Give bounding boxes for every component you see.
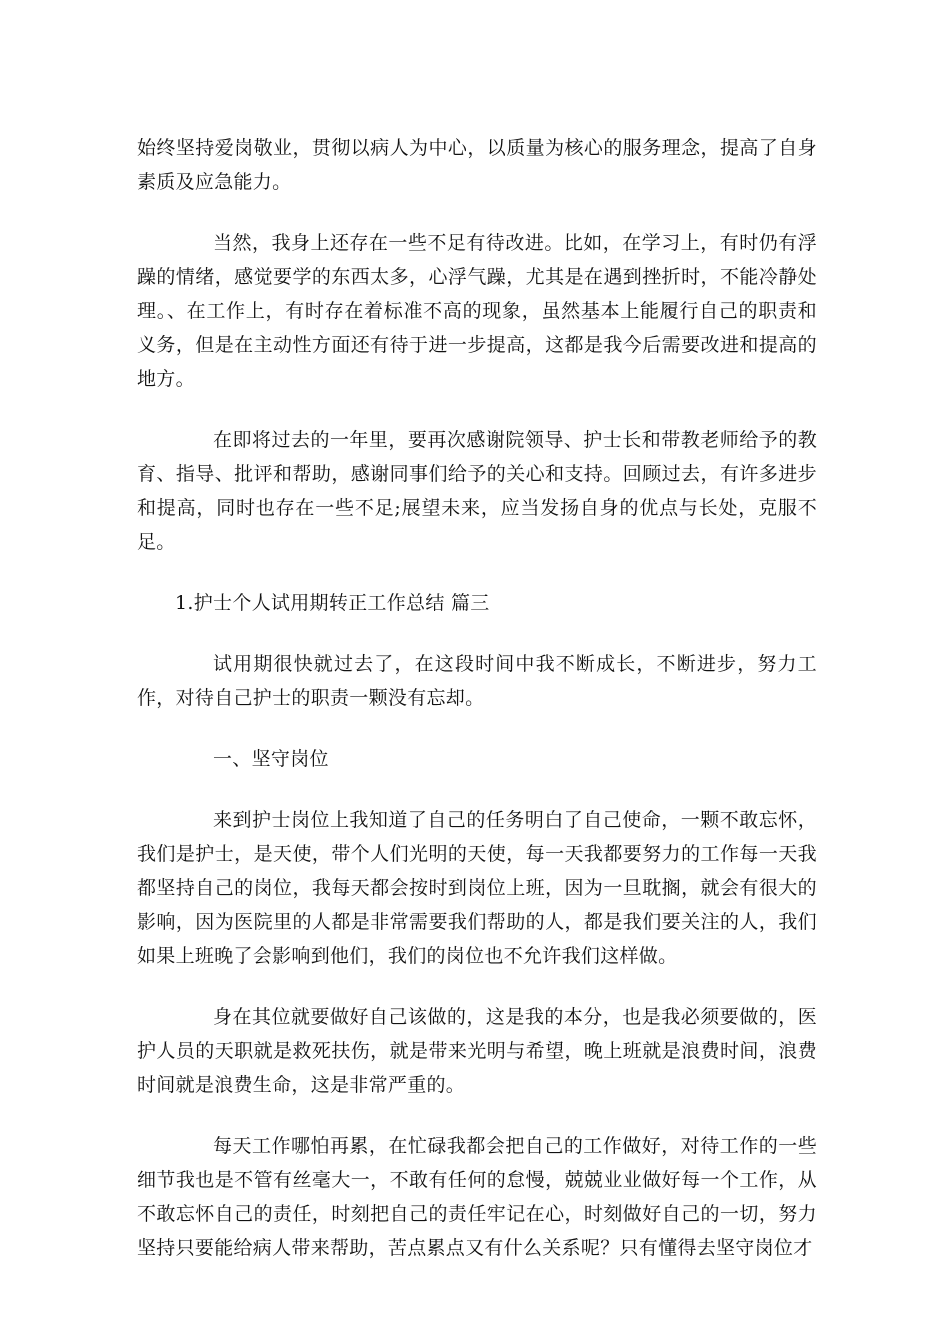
- paragraph-duty: 身在其位就要做好自己该做的，这是我的本分，也是我必须要做的，医护人员的天职就是救死扶伤，就是带来光明与希望，晚上班就是浪费时间，浪费时间就是浪费生命，这是非常严重的。: [137, 1006, 817, 1096]
- section-heading-part-three: 1.护士个人试用期转正工作总结 篇三: [175, 592, 490, 614]
- paragraph-probation-intro: 试用期很快就过去了，在这段时间中我不断成长，不断进步，努力工作，对待自己护士的职责一颗没有忘却。: [137, 653, 817, 709]
- paragraph-thanks: 在即将过去的一年里，要再次感谢院领导、护士长和带教老师给予的教育、指导、批评和帮助，感谢同事们给予的关心和支持。回顾过去，有许多进步和提高，同时也存在一些不足;展望未来，应当发扬自身的优点与长处，克服不足。: [137, 429, 817, 553]
- document-body: [137, 131, 817, 1292]
- paragraph-continuation: 始终坚持爱岗敬业，贯彻以病人为中心，以质量为核心的服务理念，提高了自身素质及应急能力。: [137, 137, 817, 193]
- paragraph-shortcomings: 当然，我身上还存在一些不足有待改进。比如，在学习上，有时仍有浮躁的情绪，感觉要学的东西太多，心浮气躁，尤其是在遇到挫折时，不能冷静处理。、在工作上，有时存在着标准不高的现象，虽然基本上能履行自己的职责和义务，但是在主动性方面还有待于进一步提高，这都是我今后需要改进和提高的地方。: [137, 232, 817, 390]
- subheading-stick-to-post: 一、坚守岗位: [213, 748, 329, 770]
- paragraph-nurse-post: 来到护士岗位上我知道了自己的任务明白了自己使命，一颗不敢忘怀，我们是护士，是天使，带个人们光明的天使，每一天我都要努力的工作每一天我都坚持自己的岗位，我每天都会按时到岗位上班，因为一旦耽搁，就会有很大的影响，因为医院里的人都是非常需要我们帮助的人，都是我们要关注的人，我们如果上班晚了会影响到他们，我们的岗位也不允许我们这样做。: [137, 809, 817, 967]
- paragraph-daily-work: 每天工作哪怕再累，在忙碌我都会把自己的工作做好，对待工作的一些细节我也是不管有丝毫大一，不敢有任何的怠慢，兢兢业业做好每一个工作，从不敢忘怀自己的责任，时刻把自己的责任牢记在心，时刻做好自己的一切，努力坚持只要能给病人带来帮助，苦点累点又有什么关系呢？只有懂得去坚守岗位才: [137, 1135, 817, 1259]
